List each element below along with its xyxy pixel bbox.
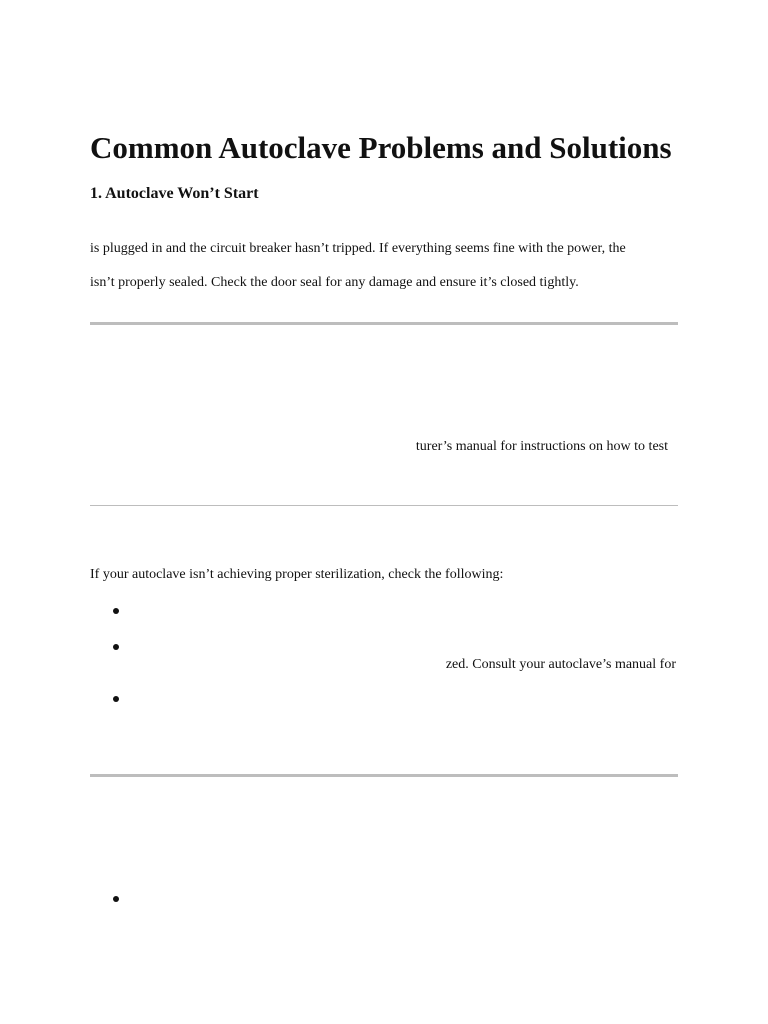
list-item-fragment-consult-manual: zed. Consult your autoclave’s manual for bbox=[445, 657, 676, 672]
page-title: Common Autoclave Problems and Solutions bbox=[90, 130, 672, 165]
list-bullet bbox=[113, 644, 119, 650]
paragraph-line-power-check: is plugged in and the circuit breaker hasn’t tripped. If everything seems fine with the power, the bbox=[90, 241, 626, 256]
horizontal-divider bbox=[90, 322, 678, 325]
paragraph-line-door-seal: isn’t properly sealed. Check the door seal for any damage and ensure it’s closed tightly. bbox=[90, 275, 579, 290]
list-bullet bbox=[113, 608, 119, 614]
list-bullet bbox=[113, 896, 119, 902]
horizontal-divider bbox=[90, 774, 678, 777]
list-bullet bbox=[113, 696, 119, 702]
paragraph-fragment-manual-test: turer’s manual for instructions on how to test bbox=[415, 439, 668, 454]
section-heading-autoclave-wont-start: 1. Autoclave Won’t Start bbox=[90, 185, 259, 202]
horizontal-divider bbox=[90, 505, 678, 506]
paragraph-sterilization-intro: If your autoclave isn’t achieving proper sterilization, check the following: bbox=[90, 567, 504, 582]
